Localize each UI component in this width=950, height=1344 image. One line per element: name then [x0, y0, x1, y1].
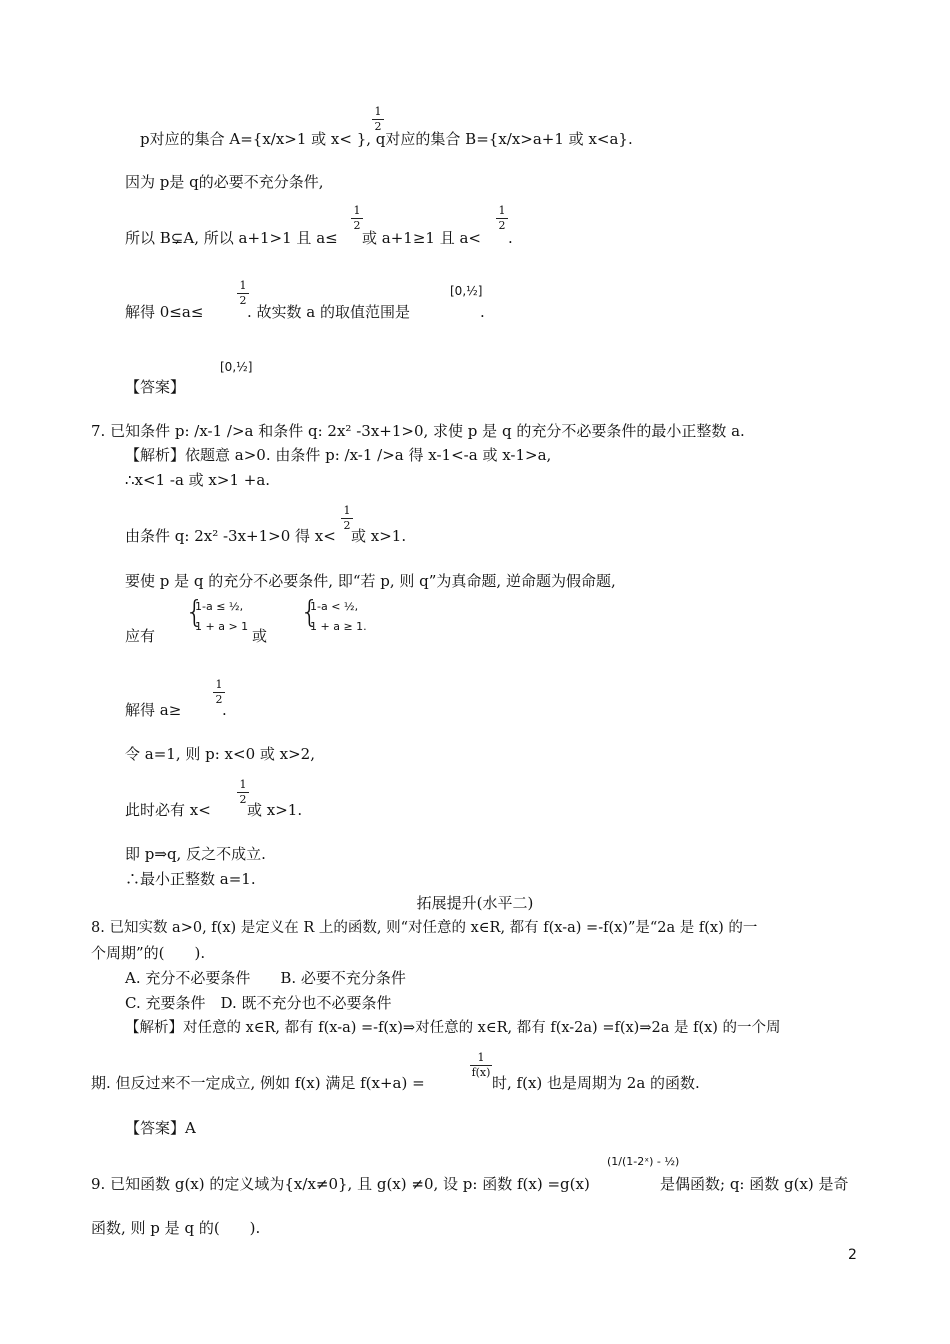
- inequality-system-2: { 1-a < ½, 1 + a ≥ 1.: [300, 595, 367, 633]
- text-line: 【解析】对任意的 x∈R, 都有 f(x-a) =-f(x)⇒对任意的 x∈R, 都有 f(x-2a) =f(x)⇒2a 是 f(x) 的一个周: [125, 1020, 781, 1036]
- fraction-half: 1 2: [237, 280, 249, 307]
- exponent-expression: (1/(1-2ˣ) - ½): [607, 1155, 680, 1168]
- answer-label: 【答案】A: [125, 1119, 196, 1137]
- text-line: 因为 p是 q的必要不充分条件,: [125, 173, 324, 191]
- text-line: 解得 0≤a≤: [125, 303, 204, 321]
- text-line: 解得 a≥: [125, 701, 182, 719]
- text-line: 即 p⇒q, 反之不成立.: [125, 845, 266, 863]
- text-line: ∴x<1 -a 或 x>1 +a.: [125, 471, 271, 489]
- text-line: 函数, 则 p 是 q 的( ).: [91, 1219, 261, 1237]
- text-line: 是偶函数; q: 函数 g(x) 是奇: [660, 1175, 849, 1193]
- text-line: p对应的集合 A={x/x>1 或 x< }, q对应的集合 B={x/x>a+1 或 x<a}.: [140, 130, 633, 148]
- text-line: .: [508, 229, 513, 247]
- problem-8-statement: 8. 已知实数 a>0, f(x) 是定义在 R 上的函数, 则“对任意的 x∈R, 都有 f(x-a) =-f(x)”是“2a 是 f(x) 的一: [91, 920, 758, 936]
- text-line: . 故实数 a 的取值范围是: [247, 303, 411, 321]
- text-line: 应有: [125, 627, 156, 645]
- text-line: 期. 但反过来不一定成立, 例如 f(x) 满足 f(x+a) =: [91, 1074, 425, 1092]
- problem-7-statement: 7. 已知条件 p: /x-1 />a 和条件 q: 2x² -3x+1>0, 求使 p 是 q 的充分不必要条件的最小正整数 a.: [91, 422, 745, 440]
- text-line: 或 x>1.: [247, 801, 303, 819]
- inequality-system-1: { 1-a ≤ ½, 1 + a > 1: [185, 595, 249, 633]
- problem-9-statement: 9. 已知函数 g(x) 的定义域为{x/x≠0}, 且 g(x) ≠0, 设 p: 函数 f(x) =g(x): [91, 1175, 590, 1193]
- choice-line: C. 充要条件 D. 既不充分也不必要条件: [125, 994, 392, 1012]
- fraction-half: 1 2: [237, 779, 249, 806]
- text-line: 【解析】依题意 a>0. 由条件 p: /x-1 />a 得 x-1<-a 或 x-1>a,: [125, 446, 552, 464]
- text-line: 所以 B⊊A, 所以 a+1>1 且 a≤: [125, 229, 338, 247]
- text-line: 或: [252, 627, 268, 645]
- text-line: 由条件 q: 2x² -3x+1>0 得 x<: [125, 527, 336, 545]
- text-line: 令 a=1, 则 p: x<0 或 x>2,: [125, 745, 315, 763]
- text-line: 或 a+1≥1 且 a<: [362, 229, 481, 247]
- answer-label: 【答案】: [125, 378, 186, 396]
- fraction-half: 1 2: [341, 505, 353, 532]
- fraction-half: 1 2: [213, 679, 225, 706]
- text-line: 个周期”的( ).: [91, 944, 206, 962]
- text-line: 要使 p 是 q 的充分不必要条件, 即“若 p, 则 q”为真命题, 逆命题为假命题,: [125, 572, 616, 590]
- fraction-reciprocal: 1 f(x): [471, 1051, 491, 1079]
- fraction-half: 1 2: [372, 106, 384, 133]
- page-number: 2: [848, 1247, 857, 1263]
- fraction-half: 1 2: [496, 205, 508, 232]
- text-line: 时, f(x) 也是周期为 2a 的函数.: [492, 1074, 700, 1092]
- choice-line: A. 充分不必要条件 B. 必要不充分条件: [125, 969, 406, 987]
- text-line: 此时必有 x<: [125, 801, 211, 819]
- interval-expression: [0,½]: [450, 284, 483, 298]
- text-line: ∴最小正整数 a=1.: [125, 870, 256, 888]
- section-heading: 拓展提升(水平二): [416, 894, 534, 912]
- text-line: .: [222, 701, 227, 719]
- fraction-half: 1 2: [351, 205, 363, 232]
- interval-expression: [0,½]: [220, 360, 253, 374]
- text-line: .: [480, 303, 485, 321]
- text-line: 或 x>1.: [351, 527, 407, 545]
